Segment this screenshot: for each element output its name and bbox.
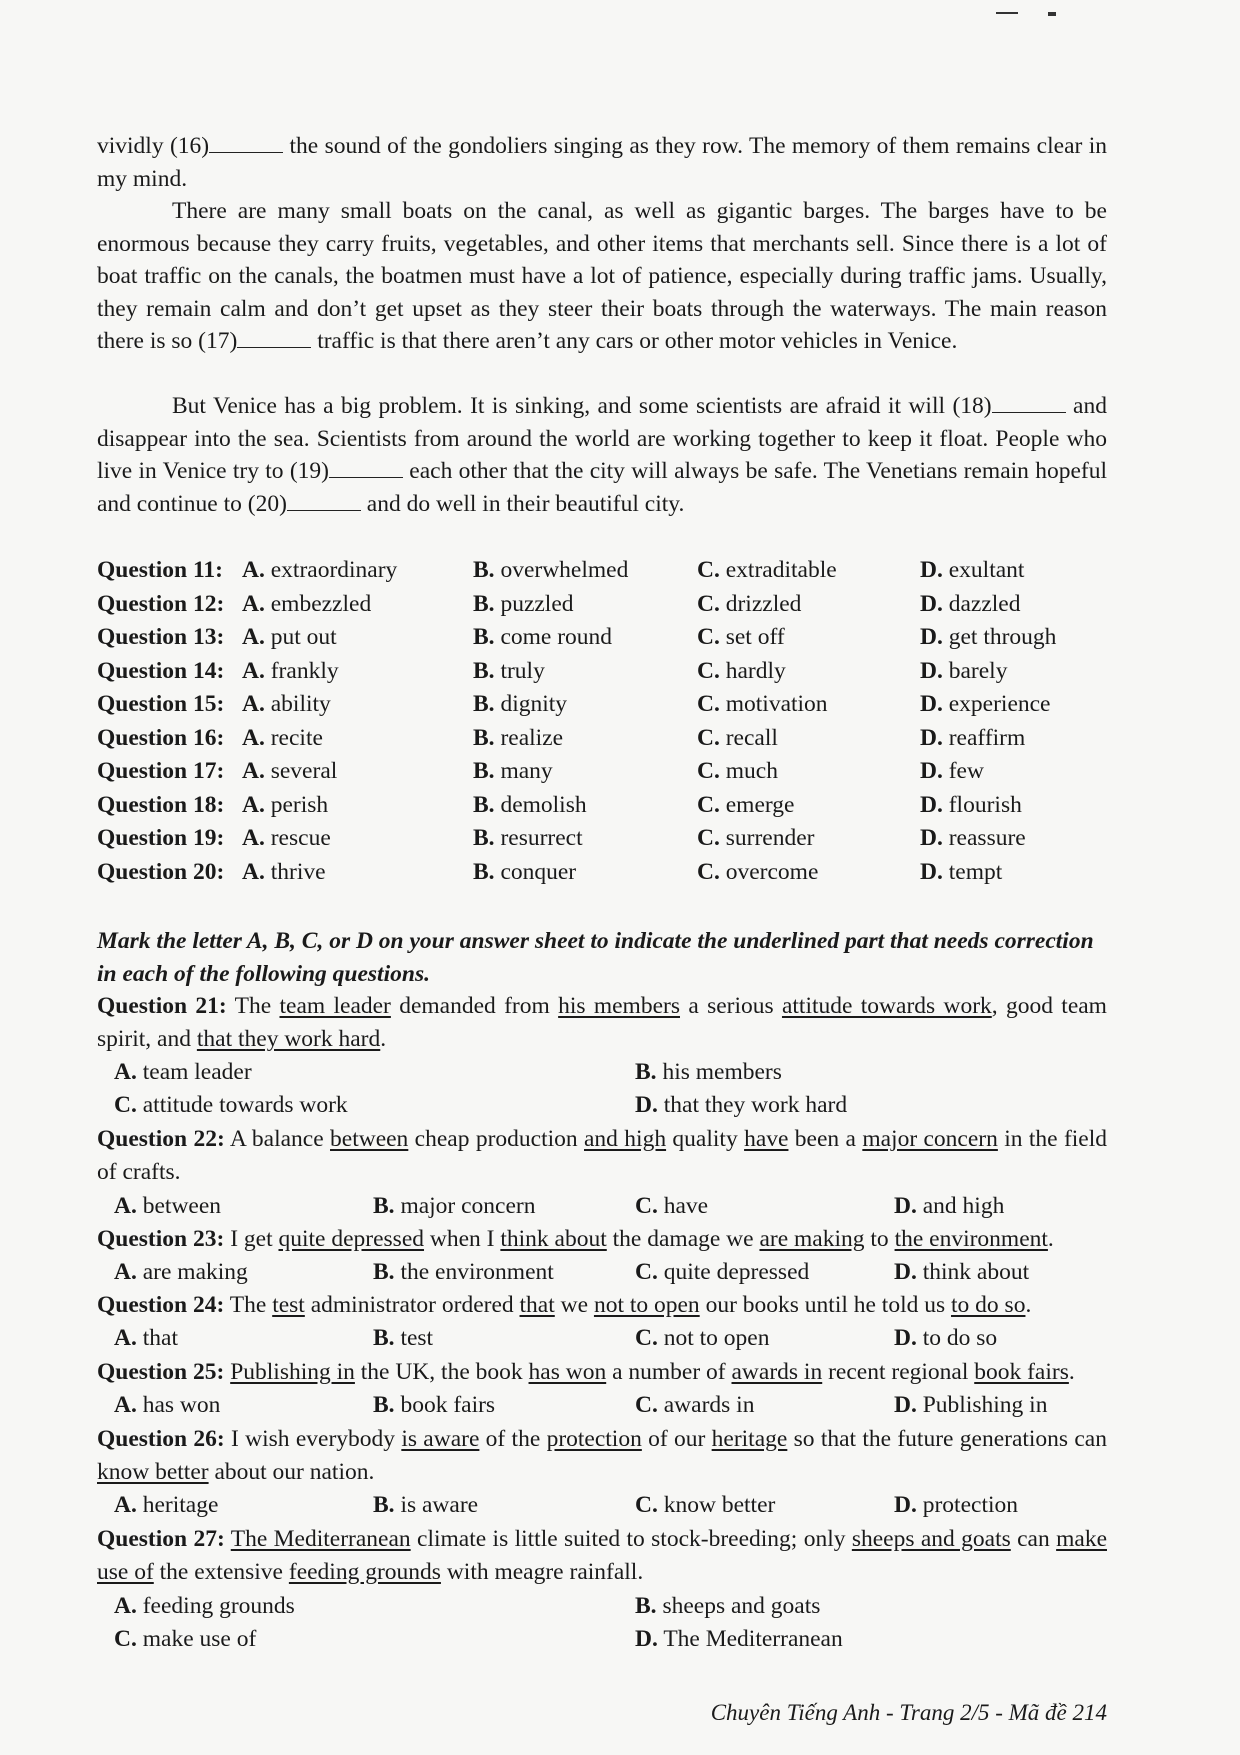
answers-25 <box>97 1389 1107 1422</box>
question-text: recent regional <box>822 1359 975 1385</box>
question-label: Question 27: <box>97 1526 225 1552</box>
answers-21-row2 <box>97 1089 1107 1122</box>
passage-text: and do well in their beautiful city. <box>360 490 685 517</box>
option-b[interactable]: B. truly <box>473 657 545 684</box>
question-text: about our nation. <box>208 1459 375 1485</box>
scan-mark <box>996 12 1018 14</box>
question-label: Question 22: <box>97 1126 225 1152</box>
option-a[interactable]: A. heritage <box>114 1492 219 1518</box>
option-c[interactable]: C. recall <box>697 724 778 751</box>
mc-question-row <box>97 621 1107 655</box>
scan-mark <box>1048 12 1056 16</box>
question-label: Question 20: <box>97 858 225 885</box>
option-d[interactable]: D. to do so <box>894 1325 998 1351</box>
option-d[interactable]: D. think about <box>894 1259 1030 1285</box>
option-c[interactable]: C. overcome <box>697 858 819 885</box>
option-d[interactable]: D. dazzled <box>920 590 1021 617</box>
option-d[interactable]: D. barely <box>920 657 1008 684</box>
option-c[interactable]: C. hardly <box>697 657 786 684</box>
answers-23 <box>97 1256 1107 1289</box>
option-c[interactable]: C. attitude towards work <box>114 1092 348 1118</box>
option-a[interactable]: A. thrive <box>242 858 326 885</box>
question-text: I get <box>224 1226 279 1252</box>
question-text: the UK, the book <box>354 1359 529 1385</box>
option-a[interactable]: A. ability <box>242 691 331 717</box>
underlined-part: team leader <box>279 993 391 1019</box>
blank-16 <box>209 134 283 153</box>
question-text: our books until he told us <box>699 1292 952 1318</box>
option-a[interactable]: A. embezzled <box>242 590 372 617</box>
option-d[interactable]: D. reassure <box>920 825 1026 851</box>
underlined-part: heritage <box>711 1426 788 1452</box>
underlined-part: have <box>744 1126 789 1152</box>
option-d[interactable]: D. The Mediterranean <box>635 1626 843 1652</box>
option-c[interactable]: C. know better <box>635 1492 776 1518</box>
mc-question-row <box>97 789 1107 823</box>
mc-question-row <box>97 588 1107 622</box>
question-text: climate is little suited to stock-breeding; only <box>410 1526 852 1552</box>
passage-text: There are many small boats on the canal, as well as gigantic barges. The barges have to be enormous because they carry fruits, vegetables, and other items that merchants sell. Since there is a lot of boat traffic on the canals, the boatmen must have a lot of patience, especially during traffic jams. Usually, they remain calm and don’t get upset as they steer their boats through the waterways. The main reason there is so (17) <box>97 198 1107 354</box>
question-text: of the <box>479 1426 547 1452</box>
option-c[interactable]: C. drizzled <box>697 590 802 617</box>
underlined-part: to do so <box>951 1292 1026 1318</box>
question-label: Question 21: <box>97 993 227 1019</box>
option-c[interactable]: C. much <box>697 758 778 784</box>
underlined-part: attitude towards work <box>781 993 992 1019</box>
underlined-part: Publishing in <box>230 1359 355 1385</box>
option-b[interactable]: B. is aware <box>373 1492 479 1518</box>
option-d[interactable]: D. reaffirm <box>920 724 1026 751</box>
passage-text: traffic is that there aren’t any cars or other motor vehicles in Venice. <box>311 328 958 354</box>
underlined-part: is aware <box>401 1426 480 1452</box>
question-label: Question 15: <box>97 691 225 717</box>
option-a[interactable]: A. extraordinary <box>242 557 398 583</box>
mc-question-row <box>97 688 1107 722</box>
blank-20 <box>287 492 361 511</box>
question-label: Question 11: <box>97 557 224 583</box>
option-d[interactable]: D. flourish <box>920 791 1022 818</box>
underlined-part: that <box>519 1292 555 1318</box>
question-label: Question 24: <box>97 1292 225 1318</box>
passage-text: and disappear into the sea. Scientists from around the world are working together to keep it float. People who live in Venice try to (19) <box>97 393 1107 484</box>
underlined-part: his members <box>558 993 680 1019</box>
underlined-part: feeding grounds <box>288 1559 441 1585</box>
option-c[interactable]: C. emerge <box>697 791 795 818</box>
passage-paragraph-2 <box>97 195 1107 358</box>
answers-27-row2 <box>97 1623 1107 1656</box>
option-a[interactable]: A. feeding grounds <box>114 1593 295 1619</box>
answers-27-row1 <box>97 1590 1107 1623</box>
question-text: when I <box>424 1226 501 1252</box>
option-b[interactable]: B. book fairs <box>373 1392 496 1418</box>
question-text: quality <box>666 1126 745 1152</box>
question-text: of our <box>641 1426 712 1452</box>
option-c[interactable]: C. make use of <box>114 1626 257 1652</box>
option-c[interactable]: C. motivation <box>697 691 828 717</box>
mc-question-row <box>97 554 1107 588</box>
question-text: . <box>380 1026 387 1052</box>
question-text: , good team spirit, and <box>97 993 1107 1052</box>
answers-22 <box>97 1190 1107 1223</box>
underlined-part: think about <box>500 1226 607 1252</box>
option-a[interactable]: A. perish <box>242 791 329 818</box>
option-a[interactable]: A. put out <box>242 624 337 650</box>
underlined-part: sheeps and goats <box>851 1526 1011 1552</box>
question-text: so that the future generations can <box>787 1426 1107 1452</box>
section-instruction: Mark the letter A, B, C, or D on your answer sheet to indicate the underlined part that needs correction in each of the following questions. <box>97 928 1094 987</box>
underlined-part: are making <box>759 1226 865 1252</box>
option-a[interactable]: A. are making <box>114 1259 248 1285</box>
question-22 <box>97 1123 1107 1189</box>
option-a[interactable]: A. several <box>242 758 338 784</box>
option-c[interactable]: C. awards in <box>635 1392 755 1418</box>
question-label: Question 12: <box>97 590 225 617</box>
question-text: with meagre rainfall. <box>440 1559 644 1585</box>
underlined-part: test <box>272 1292 305 1318</box>
option-a[interactable]: A. team leader <box>114 1059 252 1085</box>
passage-paragraph-1 <box>97 130 1107 195</box>
option-d[interactable]: D. and high <box>894 1193 1005 1219</box>
option-c[interactable]: C. not to open <box>635 1325 770 1351</box>
question-text: in the field of crafts. <box>97 1126 1108 1185</box>
underlined-part: book fairs <box>974 1359 1069 1385</box>
question-label: Question 14: <box>97 657 225 684</box>
underlined-part: between <box>330 1126 409 1152</box>
option-d[interactable]: D. tempt <box>920 858 1003 885</box>
passage-paragraph-3 <box>97 390 1107 520</box>
question-text: administrator ordered <box>304 1292 520 1318</box>
question-label: Question 23: <box>97 1226 225 1252</box>
option-d[interactable]: D. get through <box>920 624 1057 650</box>
underlined-part: and high <box>584 1126 667 1152</box>
question-label: Question 13: <box>97 624 225 650</box>
option-a[interactable]: A. between <box>114 1193 222 1219</box>
option-c[interactable]: C. extraditable <box>697 557 837 583</box>
underlined-part: the environment <box>894 1226 1048 1252</box>
option-d[interactable]: D. that they work hard <box>635 1092 848 1118</box>
blank-17 <box>237 329 311 348</box>
question-text: The <box>226 993 280 1019</box>
underlined-part: has won <box>528 1359 607 1385</box>
option-b[interactable]: B. puzzled <box>473 590 574 617</box>
question-text: the damage we <box>606 1226 760 1252</box>
question-text: to <box>864 1226 895 1252</box>
option-b[interactable]: B. sheeps and goats <box>635 1593 821 1619</box>
question-text: I wish everybody <box>224 1426 402 1452</box>
option-d[interactable]: D. experience <box>920 691 1051 717</box>
question-text: a serious <box>680 993 782 1019</box>
question-label: Question 25: <box>97 1359 225 1385</box>
question-27 <box>97 1523 1107 1589</box>
option-b[interactable]: B. the environment <box>373 1259 554 1285</box>
underlined-part: know better <box>97 1459 209 1485</box>
question-text: . <box>1047 1226 1054 1252</box>
question-text: the extensive <box>153 1559 289 1585</box>
question-text: been a <box>788 1126 863 1152</box>
mc-question-row <box>97 755 1107 789</box>
passage-text: But Venice has a big problem. It is sinking, and some scientists are afraid it will (18) <box>172 393 992 419</box>
option-b[interactable]: B. his members <box>635 1059 782 1085</box>
underlined-part: that they work hard <box>196 1026 381 1052</box>
option-b[interactable]: B. dignity <box>473 691 568 717</box>
answers-21-row1 <box>97 1056 1107 1089</box>
mc-question-row <box>97 856 1107 890</box>
underlined-part: not to open <box>593 1292 700 1318</box>
question-label: Question 16: <box>97 724 225 751</box>
underlined-part: quite depressed <box>278 1226 425 1252</box>
option-a[interactable]: A. rescue <box>242 825 331 851</box>
passage-text: vividly (16) <box>97 133 210 159</box>
question-text: The <box>224 1292 273 1318</box>
option-c[interactable]: C. surrender <box>697 825 815 851</box>
blank-18 <box>992 394 1066 413</box>
option-d[interactable]: D. Publishing in <box>894 1392 1048 1418</box>
mc-question-row <box>97 655 1107 689</box>
option-b[interactable]: B. many <box>473 758 553 784</box>
option-b[interactable]: B. resurrect <box>473 825 583 851</box>
page-footer: Chuyên Tiếng Anh - Trang 2/5 - Mã đề 214 <box>710 1700 1107 1725</box>
passage-text: the sound of the gondoliers singing as they row. The memory of them remains clear in my mind. <box>97 133 1107 192</box>
question-25 <box>97 1356 1107 1389</box>
question-label: Question 26: <box>97 1426 225 1452</box>
question-text: . <box>1068 1359 1075 1385</box>
option-b[interactable]: B. demolish <box>473 791 587 818</box>
question-text: . <box>1025 1292 1032 1318</box>
option-a[interactable]: A. has won <box>114 1392 221 1418</box>
question-23 <box>97 1223 1107 1256</box>
underlined-part: The Mediterranean <box>230 1526 411 1552</box>
question-21 <box>97 990 1107 1056</box>
question-text: A balance <box>224 1126 331 1152</box>
blank-19 <box>329 459 403 478</box>
question-24 <box>97 1289 1107 1322</box>
question-26 <box>97 1423 1107 1489</box>
option-b[interactable]: B. test <box>373 1325 434 1351</box>
answers-24 <box>97 1322 1107 1355</box>
option-a[interactable]: A. recite <box>242 724 323 751</box>
underlined-part: protection <box>546 1426 642 1452</box>
answers-26 <box>97 1489 1107 1522</box>
option-d[interactable]: D. protection <box>894 1492 1019 1518</box>
option-a[interactable]: A. that <box>114 1325 178 1351</box>
question-label: Question 17: <box>97 758 225 784</box>
multiple-choice-table <box>97 554 1107 889</box>
question-text: we <box>554 1292 594 1318</box>
option-b[interactable]: B. major concern <box>373 1193 536 1219</box>
underlined-part: make use of <box>97 1526 1107 1585</box>
underlined-part: major concern <box>862 1126 998 1152</box>
question-label: Question 19: <box>97 825 225 851</box>
option-d[interactable]: D. exultant <box>920 557 1025 583</box>
question-text: demanded from <box>390 993 559 1019</box>
option-c[interactable]: C. quite depressed <box>635 1259 810 1285</box>
question-text: a number of <box>606 1359 732 1385</box>
passage-text: each other that the city will always be safe. The Venetians remain hopeful and continue to (20) <box>97 458 1107 517</box>
question-text: cheap production <box>408 1126 584 1152</box>
option-a[interactable]: A. frankly <box>242 657 339 684</box>
mc-question-row <box>97 722 1107 756</box>
option-b[interactable]: B. realize <box>473 724 564 751</box>
option-b[interactable]: B. overwhelmed <box>473 557 629 583</box>
question-label: Question 18: <box>97 791 225 818</box>
mc-question-row <box>97 822 1107 856</box>
option-b[interactable]: B. conquer <box>473 858 577 885</box>
underlined-part: awards in <box>731 1359 823 1385</box>
question-text: can <box>1010 1526 1057 1552</box>
option-c[interactable]: C. set off <box>697 624 785 650</box>
option-d[interactable]: D. few <box>920 758 984 784</box>
option-c[interactable]: C. have <box>635 1193 709 1219</box>
option-b[interactable]: B. come round <box>473 624 613 650</box>
